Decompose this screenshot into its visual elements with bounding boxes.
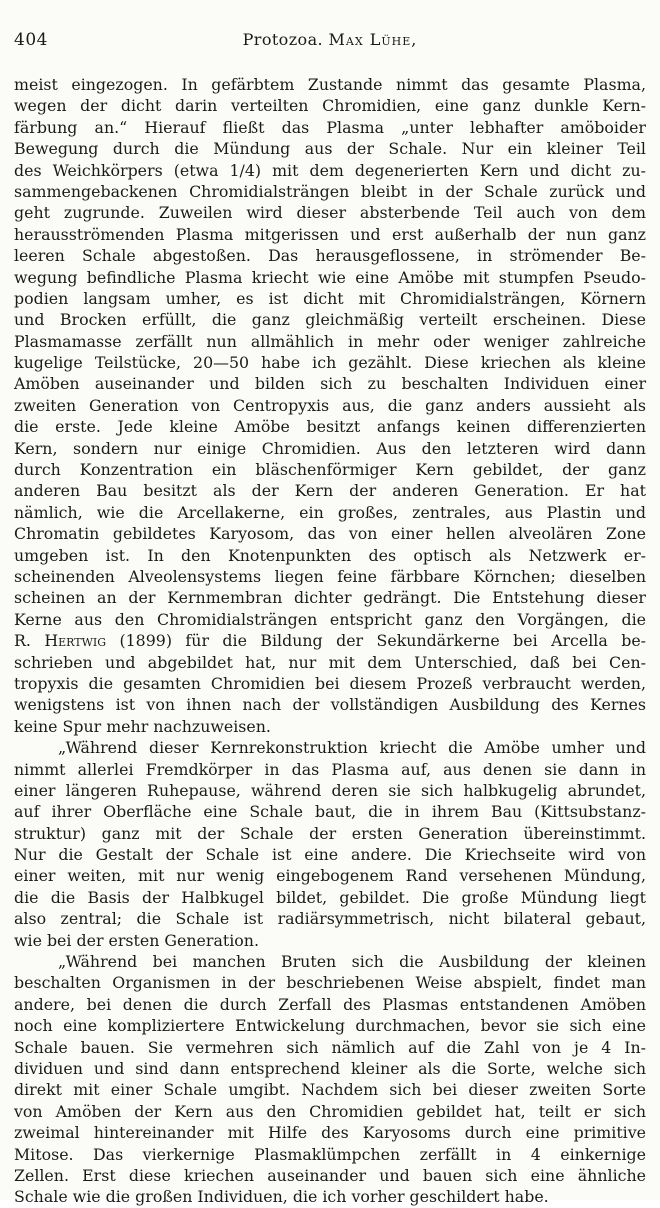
text-line: Kern, sondern nur einige Chromidien. Aus den letzteren wird dann <box>14 438 646 458</box>
text-line: von Amöben der Kern aus den Chromidien gebildet hat, teilt er sich <box>14 1101 646 1121</box>
text-line: Schale bauen. Sie vermehren sich nämlich auf die Zahl von je 4 In- <box>14 1037 646 1057</box>
text-line: noch eine kompliziertere Entwickelung durchmachen, bevor sie sich eine <box>14 1016 646 1036</box>
text-line: R. Hertwig (1899) für die Bildung der Sekundärkerne bei Arcella be- <box>14 631 647 651</box>
text-line: wie bei der ersten Generation. <box>14 930 259 950</box>
text-line: durch Konzentration ein bläschenförmiger Kern gebildet, der ganz <box>14 460 646 480</box>
text-line: einer weiten, mit nur wenig eingebogenem Rand versehenen Mündung, <box>14 866 646 886</box>
text-line: direkt mit einer Schale umgibt. Nachdem sich bei dieser zweiten Sorte <box>14 1080 646 1100</box>
text-line: Bewegung durch die Mündung aus der Schale. Nur ein kleiner Teil <box>14 139 646 159</box>
text-line: geht zugrunde. Zuweilen wird dieser absterbende Teil auch von dem <box>14 203 646 223</box>
text-line: herausströmenden Plasma mitgerissen und erst außerhalb der nun ganz <box>14 224 646 244</box>
text-line: wegung befindliche Plasma kriecht wie eine Amöbe mit stumpfen Pseudo- <box>14 267 646 287</box>
text-line: Schale wie die großen Individuen, die ich vorher geschildert habe. <box>14 1187 549 1207</box>
running-head-author: Max Lühe, <box>328 30 418 49</box>
running-header <box>14 30 646 52</box>
text-line: beschalten Organismen in der beschriebenen Weise abspielt, findet man <box>14 973 646 993</box>
text-line: zweimal hintereinander mit Hilfe des Karyosoms durch eine primitive <box>14 1123 646 1143</box>
text-line: keine Spur mehr nachzuweisen. <box>14 716 271 736</box>
paragraph <box>14 74 646 737</box>
text-line: wegen der dicht darin verteilten Chromidien, eine ganz dunkle Kern- <box>14 96 646 116</box>
text-line: die die Basis der Halbkugel bildet, gebildet. Die große Mündung liegt <box>14 887 646 907</box>
text-line: Zellen. Erst diese kriechen auseinander und bauen sich eine ähnliche <box>14 1165 646 1185</box>
page-number: 404 <box>14 30 48 50</box>
text-line: podien langsam umher, es ist dicht mit Chromidialsträngen, Körnern <box>14 288 646 308</box>
text-line: also zentral; die Schale ist radiärsymmetrisch, nicht bilateral gebaut, <box>14 909 646 929</box>
text-line: des Weichkörpers (etwa 1/4) mit dem degenerierten Kern und dicht zu- <box>14 160 646 180</box>
text-line: „Während bei manchen Bruten sich die Ausbildung der kleinen <box>58 952 646 972</box>
text-line: tropyxis die gesamten Chromidien bei diesem Prozeß verbraucht werden, <box>14 673 646 693</box>
text-line: nimmt allerlei Fremdkörper in das Plasma auf, aus denen sie dann in <box>14 759 646 779</box>
running-head <box>14 30 646 49</box>
text-line: struktur) ganz mit der Schale der ersten Generation übereinstimmt. <box>14 823 646 843</box>
body-text <box>14 74 646 1208</box>
text-line: Nur die Gestalt der Schale ist eine andere. Die Kriechseite wird von <box>14 845 646 865</box>
text-line: wenigstens ist von ihnen nach der vollständigen Ausbildung des Kernes <box>14 695 646 715</box>
text-line: Amöben auseinander und bilden sich zu beschalten Individuen einer <box>14 374 646 394</box>
paragraph <box>14 737 646 951</box>
text-line: Plasmamasse zerfällt nun allmählich in mehr oder weniger zahlreiche <box>14 331 646 351</box>
text-line: dividuen und sind dann entsprechend kleiner als die Sorte, welche sich <box>14 1058 646 1078</box>
paragraph <box>14 951 646 1208</box>
text-line: kugelige Teilstücke, 20—50 habe ich gezählt. Diese kriechen als kleine <box>14 353 646 373</box>
text-line: schrieben und abgebildet hat, nur mit dem Unterschied, daß bei Cen- <box>14 652 646 672</box>
text-line: und Brocken erfüllt, die ganz gleichmäßig verteilt erscheinen. Diese <box>14 310 646 330</box>
text-line: Mitose. Das vierkernige Plasmaklümpchen zerfällt in 4 einkernige <box>14 1144 646 1164</box>
text-line: die erste. Jede kleine Amöbe besitzt anfangs keinen differenzierten <box>14 417 646 437</box>
text-line: leeren Schale abgestoßen. Das herausgeflossene, in strömender Be- <box>14 246 646 266</box>
text-line: scheinenden Alveolensystems liegen feine färbbare Körnchen; dieselben <box>14 566 646 586</box>
running-head-title: Protozoa. <box>242 30 324 49</box>
text-line: anderen Bau besitzt als der Kern der anderen Generation. Er hat <box>14 481 646 501</box>
text-line: nämlich, wie die Arcellakerne, ein großes, zentrales, aus Plastin und <box>14 502 646 522</box>
text-line: Chromatin gebildetes Karyosom, das von einer hellen alveolären Zone <box>14 524 646 544</box>
text-line: andere, bei denen die durch Zerfall des Plasmas entstandenen Amöben <box>14 994 646 1014</box>
text-line: meist eingezogen. In gefärbtem Zustande nimmt das gesamte Plasma, <box>14 75 646 94</box>
text-line: umgeben ist. In den Knotenpunkten des optisch als Netzwerk er- <box>14 545 646 565</box>
text-line: Kerne aus den Chromidialsträngen entspricht ganz den Vorgängen, die <box>14 609 646 629</box>
text-line: färbung an.“ Hierauf fließt das Plasma „unter lebhafter amöboider <box>14 117 646 137</box>
text-line: einer längeren Ruhepause, während deren sie sich halbkugelig abrundet, <box>14 780 646 800</box>
text-line: sammengebackenen Chromidialsträngen bleibt in der Schale zurück und <box>14 181 646 201</box>
author-name: Hertwig <box>44 631 107 651</box>
text-line: „Während dieser Kernrekonstruktion kriecht die Amöbe umher und <box>58 738 646 758</box>
text-line: zweiten Generation von Centropyxis aus, die ganz anders aussieht als <box>14 395 646 415</box>
text-line: auf ihrer Oberfläche eine Schale baut, die in ihrem Bau (Kittsubstanz- <box>14 802 646 822</box>
text-line: scheinen an der Kernmembran dichter gedrängt. Die Entstehung dieser <box>14 588 646 608</box>
